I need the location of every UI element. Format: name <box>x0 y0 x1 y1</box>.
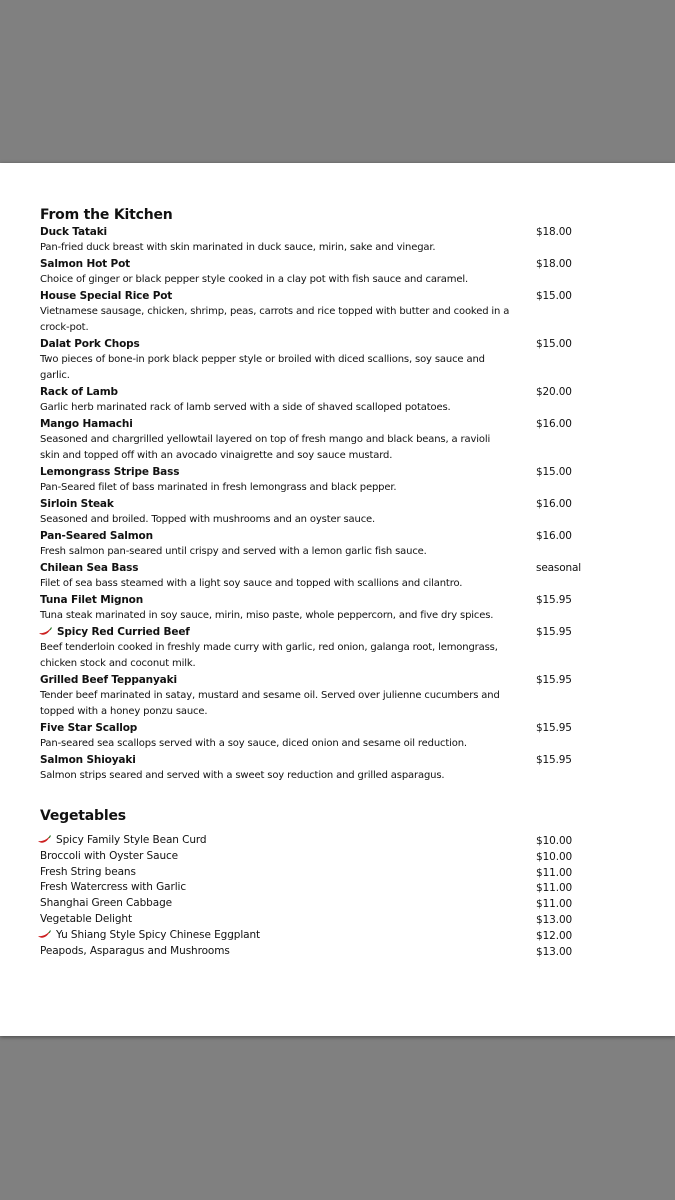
vegetables-list <box>40 833 600 959</box>
menu-item <box>40 560 600 592</box>
menu-item-name: Tuna Filet Mignon <box>40 594 144 606</box>
menu-item-description: Pan-Seared filet of bass marinated in fresh lemongrass and black pepper. <box>40 482 397 493</box>
menu-item <box>40 288 600 336</box>
veg-item-name: Peapods, Asparagus and Mushrooms <box>40 944 230 957</box>
menu-item <box>40 720 600 752</box>
veg-item-name: Broccoli with Oyster Sauce <box>40 849 179 862</box>
veg-item-name: Yu Shiang Style Spicy Chinese Eggplant <box>56 928 261 941</box>
menu-item-name: House Special Rice Pot <box>40 290 173 302</box>
menu-item-description: Two pieces of bone-in pork black pepper style or broiled with diced scallions, soy sauce and garlic. <box>40 354 485 381</box>
veg-item <box>40 880 600 896</box>
menu-item-price: $15.95 <box>536 594 572 606</box>
menu-item <box>40 464 600 496</box>
menu-item-price: $15.00 <box>536 338 572 350</box>
menu-item-name: Dalat Pork Chops <box>40 338 140 350</box>
menu-item-description: Seasoned and broiled. Topped with mushrooms and an oyster sauce. <box>40 514 376 525</box>
menu-item-price: $15.95 <box>536 626 572 638</box>
veg-item-price: $11.00 <box>536 882 573 895</box>
menu-item-description: Vietnamese sausage, chicken, shrimp, peas, carrots and rice topped with butter and cooked in a crock-pot. <box>40 306 510 333</box>
menu-item-name: Sirloin Steak <box>40 498 114 510</box>
veg-item-name: Spicy Family Style Bean Curd <box>56 834 207 846</box>
menu-item-name: Mango Hamachi <box>40 418 133 430</box>
menu-item-name-row <box>40 624 600 640</box>
veg-item-price: $13.00 <box>536 945 573 958</box>
veg-item-price: $12.00 <box>536 929 573 942</box>
menu-item-price: $15.95 <box>536 674 572 686</box>
menu-item-name: Duck Tataki <box>40 226 107 238</box>
chili-pepper-icon <box>37 835 51 845</box>
menu-item-description: Choice of ginger or black pepper style cooked in a clay pot with fish sauce and caramel. <box>40 274 468 285</box>
menu-item-name: Spicy Red Curried Beef <box>57 626 190 638</box>
veg-item <box>40 896 600 912</box>
section-title-vegetables: Vegetables <box>40 808 126 824</box>
veg-item-price: $11.00 <box>536 866 573 879</box>
menu-item-name: Salmon Shioyaki <box>40 754 136 766</box>
menu-item <box>40 496 600 528</box>
veg-item <box>40 944 600 960</box>
veg-item-price: $10.00 <box>536 850 573 863</box>
menu-item-price: $15.95 <box>536 722 572 734</box>
menu-item-price: $16.00 <box>536 418 572 430</box>
veg-item <box>40 849 600 865</box>
menu-item-name: Chilean Sea Bass <box>40 562 139 574</box>
menu-item-description: Salmon strips seared and served with a sweet soy reduction and grilled asparagus. <box>40 770 445 781</box>
veg-item-name: Shanghai Green Cabbage <box>40 897 173 910</box>
menu-item-description: Tender beef marinated in satay, mustard and sesame oil. Served over julienne cucumbers and topped with a honey ponzu sauce. <box>40 690 500 717</box>
veg-item-name: Fresh String beans <box>40 865 136 878</box>
menu-item-price: $15.00 <box>536 466 572 478</box>
menu-item-name: Pan-Seared Salmon <box>40 530 153 542</box>
menu-item-price: $18.00 <box>536 226 572 238</box>
menu-item <box>40 624 600 672</box>
menu-content <box>40 206 600 959</box>
veg-item <box>40 928 600 944</box>
menu-item <box>40 256 600 288</box>
menu-item <box>40 224 600 256</box>
chili-pepper-icon <box>38 627 52 637</box>
menu-item-price: $18.00 <box>536 258 572 270</box>
menu-item <box>40 384 600 416</box>
veg-item-price: $11.00 <box>536 898 573 911</box>
menu-item-price: $16.00 <box>536 530 572 542</box>
menu-item-description: Tuna steak marinated in soy sauce, mirin, miso paste, whole peppercorn, and five dry spices. <box>40 610 494 621</box>
menu-item <box>40 336 600 384</box>
menu-item-description: Pan-fried duck breast with skin marinated in duck sauce, mirin, sake and vinegar. <box>40 242 436 253</box>
menu-item-price: $15.00 <box>536 290 572 302</box>
veg-item-price: $13.00 <box>536 913 573 926</box>
chili-pepper-icon <box>37 930 51 940</box>
kitchen-list <box>40 224 600 784</box>
menu-item-description: Pan-seared sea scallops served with a soy sauce, diced onion and sesame oil reduction. <box>40 738 467 749</box>
veg-item-price: $10.00 <box>536 835 573 847</box>
menu-item-name: Salmon Hot Pot <box>40 258 131 270</box>
menu-item <box>40 672 600 720</box>
menu-item-description: Seasoned and chargrilled yellowtail layered on top of fresh mango and black beans, a ravioli skin and topped off with an avocado vinaigrette and soy sauce mustard. <box>40 434 491 461</box>
veg-item <box>40 912 600 928</box>
menu-item <box>40 416 600 464</box>
veg-item <box>40 833 600 849</box>
menu-item-description: Beef tenderloin cooked in freshly made curry with garlic, red onion, galanga root, lemongrass, chicken stock and coconut milk. <box>40 642 498 669</box>
section-spacer <box>40 784 600 807</box>
menu-item-price: seasonal <box>536 562 582 574</box>
menu-item <box>40 592 600 624</box>
menu-item <box>40 528 600 560</box>
veg-item <box>40 865 600 881</box>
veg-item-name: Vegetable Delight <box>40 912 133 925</box>
menu-item-name: Rack of Lamb <box>40 386 118 398</box>
menu-item-price: $15.95 <box>536 754 572 766</box>
section-title-kitchen: From the Kitchen <box>40 207 173 223</box>
menu-item <box>40 752 600 784</box>
menu-item-price: $20.00 <box>536 386 572 398</box>
menu-item-name: Five Star Scallop <box>40 722 138 734</box>
menu-item-name: Grilled Beef Teppanyaki <box>40 674 177 686</box>
menu-item-name: Lemongrass Stripe Bass <box>40 466 180 478</box>
menu-item-description: Garlic herb marinated rack of lamb served with a side of shaved scalloped potatoes. <box>40 402 451 413</box>
menu-item-price: $16.00 <box>536 498 572 510</box>
menu-item-description: Fresh salmon pan-seared until crispy and served with a lemon garlic fish sauce. <box>40 546 427 557</box>
veg-item-name: Fresh Watercress with Garlic <box>40 881 186 894</box>
menu-item-description: Filet of sea bass steamed with a light soy sauce and topped with scallions and cilantro. <box>40 578 463 589</box>
